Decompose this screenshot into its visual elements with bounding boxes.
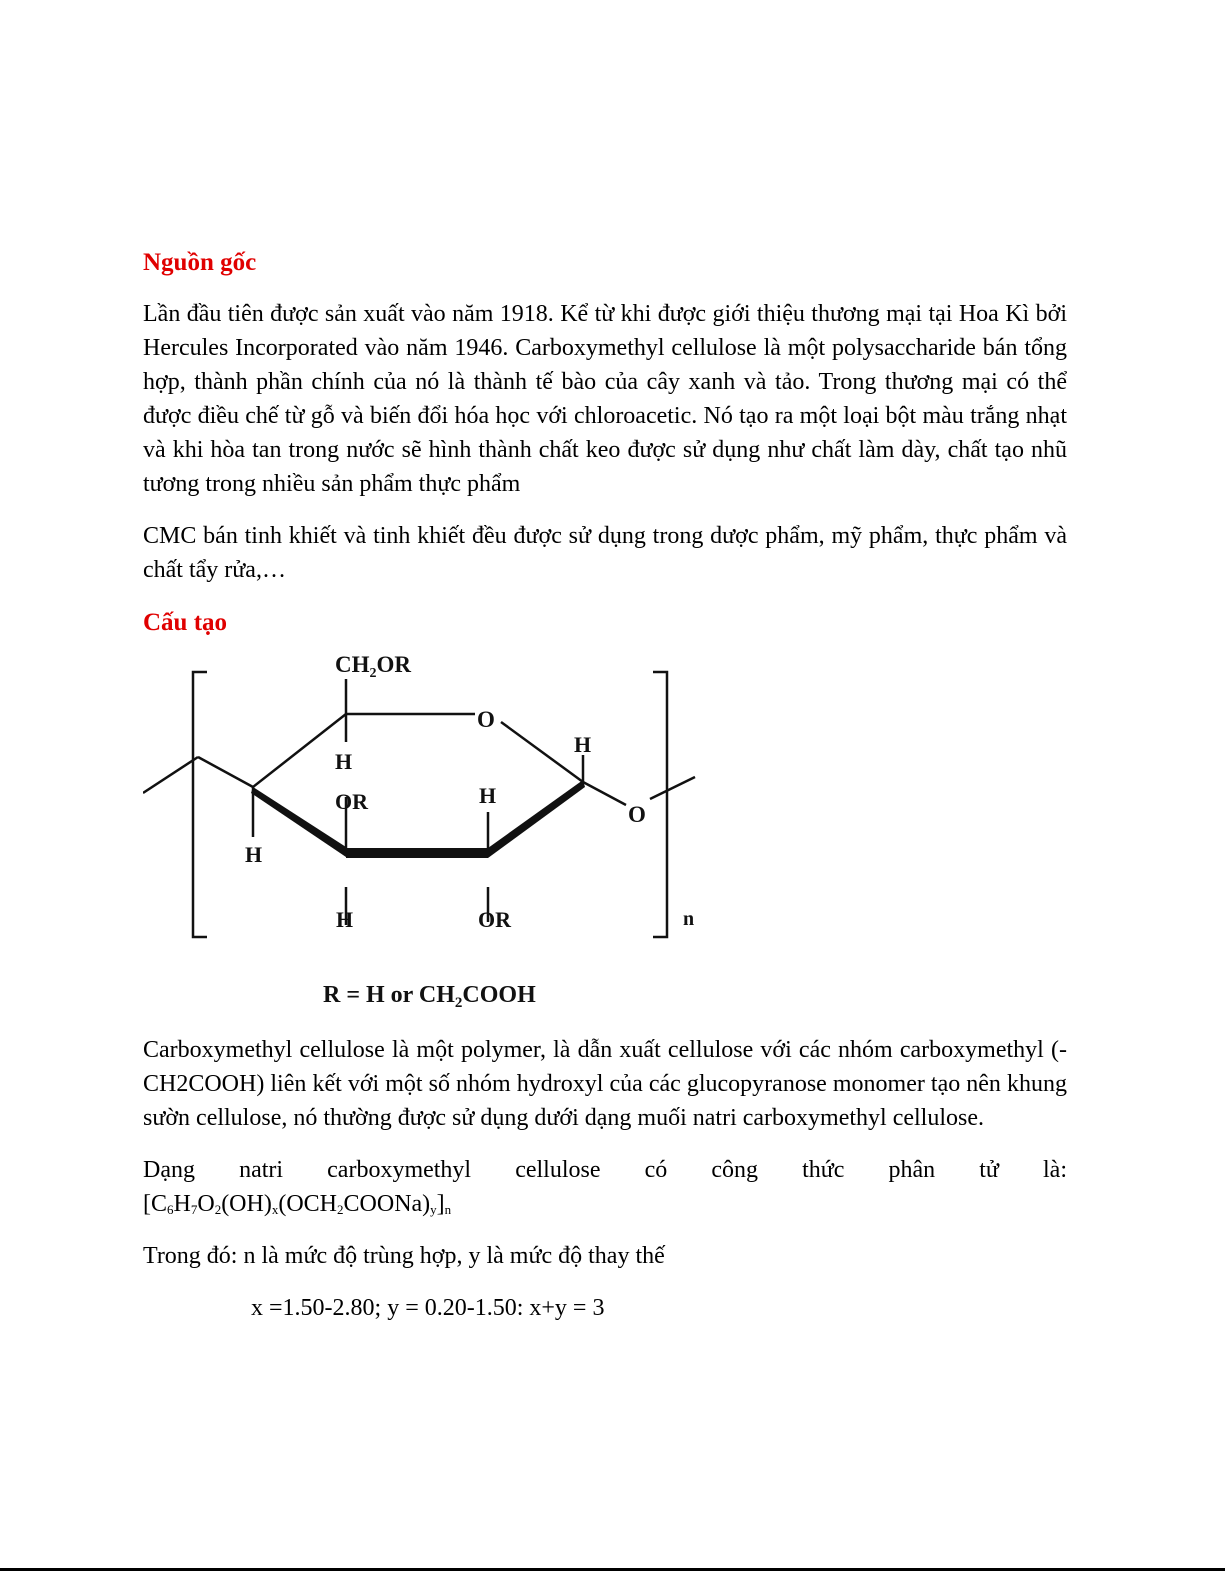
- bridge-oxygen: O: [628, 802, 646, 827]
- molecular-formula: $[C_6H_7O_2(OH)_x(OCH_2COONa)_y]_n$: [143, 1191, 452, 1217]
- left-bracket: [193, 672, 207, 937]
- paragraph-definitions: Trong đó: n là mức độ trùng hợp, y là mức độ thay thế: [143, 1243, 665, 1269]
- or-label: OR: [478, 907, 511, 932]
- formula-intro: Dạng natri carboxymethyl cellulose có công thức phân tử là:: [143, 1157, 1067, 1183]
- page-bottom-rule: [0, 1568, 1225, 1571]
- bold-bond-bottom: [346, 848, 488, 858]
- h-label: H: [245, 842, 263, 867]
- wedge-bond-left: [251, 787, 346, 857]
- paragraph-ranges: x =1.50-2.80; y = 0.20-1.50: x+y = 3: [251, 1295, 605, 1321]
- heading-origin: Nguồn gốc: [143, 249, 257, 276]
- or-label: OR: [335, 789, 368, 814]
- paragraph-structure-1: Carboxymethyl cellulose là một polymer, là dẫn xuất cellulose với các nhóm carboxymethyl (-CH2COOH) liên kết với một số nhóm hydroxyl của các glucopyranose monomer tạo nên khung sườn cellulose, nó thường được sử dụng dưới dạng muối natri carboxymethyl cellulose.: [143, 1037, 1067, 1131]
- cmc-structure-diagram: [143, 647, 723, 1017]
- repeat-n-label: n: [683, 908, 695, 930]
- h-label: H: [336, 907, 354, 932]
- cmc-structure-figure: [143, 647, 723, 1017]
- ch2or-label: $CH_2OR$: [335, 652, 411, 681]
- right-bracket: [653, 672, 667, 937]
- h-label: H: [574, 732, 592, 757]
- h-label: H: [479, 783, 497, 808]
- heading-structure: Cấu tạo: [143, 609, 228, 636]
- document-body: [143, 245, 1067, 1325]
- paragraph-origin-2: CMC bán tinh khiết và tinh khiết đều được sử dụng trong dược phẩm, mỹ phẩm, thực phẩm và chất tẩy rửa,…: [143, 523, 1067, 583]
- ring-oxygen: O: [477, 707, 495, 732]
- r-definition: R = H or $CH_2COOH$: [323, 982, 536, 1011]
- formula-block: [143, 1153, 1067, 1221]
- paragraph-origin-1: Lần đầu tiên được sản xuất vào năm 1918. Kể từ khi được giới thiệu thương mại tại Hoa Kì bởi Hercules Incorporated vào năm 1946. Carboxymethyl cellulose là một polysaccharide bán tổng hợp, thành phần chính của nó là thành tế bào của cây xanh và tảo. Trong thương mại có thể được điều chế từ gỗ và biến đổi hóa học với chloroacetic. Nó tạo ra một loại bột màu trắng nhạt và khi hòa tan trong nước sẽ hình thành chất keo được sử dụng như chất làm dày, chất tạo nhũ tương trong nhiều sản phẩm thực phẩm: [143, 301, 1067, 497]
- h-label: H: [335, 749, 353, 774]
- wedge-bond-right: [488, 780, 585, 858]
- ring-bonds: [143, 679, 695, 925]
